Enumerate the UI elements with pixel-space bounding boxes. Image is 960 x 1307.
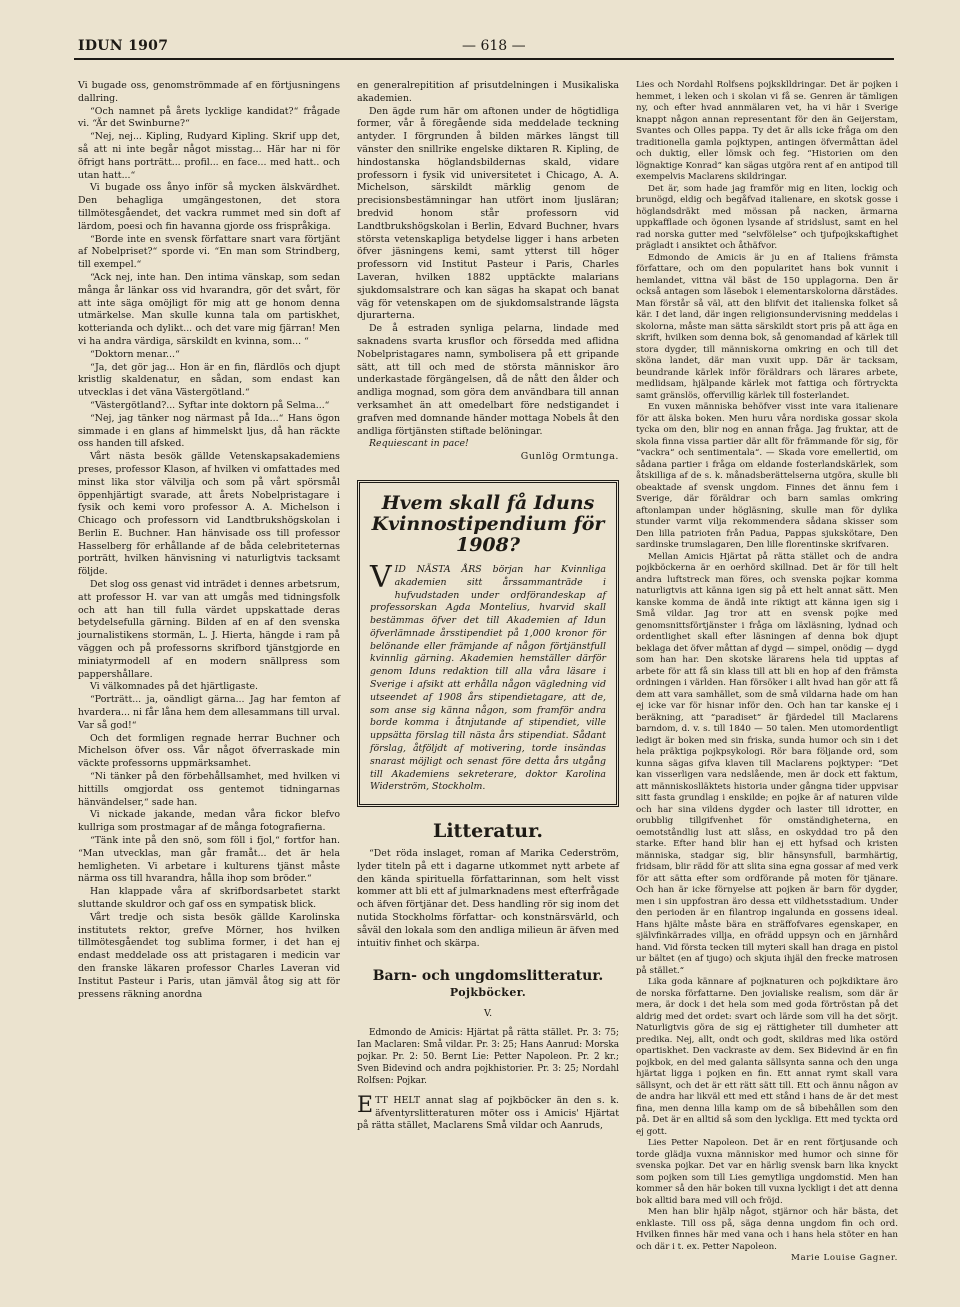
paragraph: Det slog oss genast vid inträdet i dennes arbetsrum, att professor H. var van att umgås med tidningsfolk och att han till fulla värdet uppskattade deras betydelsefulla gärning. Bilden af en af den svenska journalistikens stormän, L. J. Hierta, hängde i ram på väggen och på professorns skrifbord tjänstgjorde en miniatyrmodell af en modern snällpress som pappershållare. bbox=[78, 579, 340, 680]
paragraph: Mellan Amicis Hjärtat på rätta stället och de andra pojkböckerna är en oerhörd skillnad. Det är för till helt andra luftstreck man föres, och svenska pojkar komma naturligtvis att känna igen sig på ett helt annat sätt. Men kanske komma de ändå inte riktigt att känna igen sig i Små vildar. Jag tror att en svensk pojke med genomsnittsförtjänster i fråga om läxläsning, lydnad och ordentlighet skall efter läsningen af denna bok djupt beklaga det öfver måttan af dygd — simpel, onödig — dygd som han har. Den skotske lärarens hela tid upptas af arbete för att få sin klass till att bli en hop af den främsta ordningen i världen. Han försöker i allt hvad han gör att få dem att vara samhället, som de små vildarna hade om han ej icke var för hisnar inför den. Och han tar kanske ej i beräkning, att “paradiset“ är fjärdedel till Maclarens barndom, d. v. s. till 1840 — 50 talen. Men utomordentligt ledigt är boken med sin friska, sunda humor och sin i det hela präktiga pojkpsykologi. Rör bara följande ord, som kunna sägas gifva klaven till Maclarens pojktyper: “Det kan visserligen vara nedslående, men är dock ett faktum, att människoslläktets historia under gångna tider uppvisar sitt fasta grundlag i enskilde; en pojke är af naturen vilde och har sina vildens dygder och laster till idrotter, en orubblig tillgifvenhet för omständigheterna, en oemotståndlig lust att slåss, en oskyddad tro på den starke. Efter hand blir han ej ett hyfsad och kristen människa, stadgar sig, blir hänsynsfull, barmhärtig, fridsam, blir rädd för att slita sina egna gossar af med verk för att sätta efter som ordförande på moten för tjänare. Och han är icke förnyelse att pojken är barn för dygder, men i sin uppfostran äro dessa ett vildhetsstadium. Under den perioden är en filantrop ingalunda en gossens ideal. Hans hjälte måste bära en sträffofvares egenskaper, en självfinkärrades villja, en ofrädd uppsyn och en järnhård hand. Vid första tecken till myteri skall han draga en pistol ur bältet (en af tjugo) och skjuta ihjäl den frecke matrosen på stället.“ bbox=[636, 551, 898, 976]
page-number: — 618 — bbox=[462, 38, 526, 54]
paragraph: Vi bugade oss, genomströmmade af en förtjusningens dallring. bbox=[78, 80, 340, 104]
paragraph: “Doktorn menar...“ bbox=[90, 348, 180, 360]
paragraph: Edmondo de Amicis är ju en af Italiens främsta författare, och om den popularitet hans bok vunnit i hemlandet, vittna väl bäst de 150 upplagorna. Den är också antagen som läsebok i elementarskolorna därstädes. Man förstår så väl, att den blifvit det italienska folket så kär. I det land, där ingen religionsundervisning meddelas i skolorna, måste man sätta särskildt stort pris på att äga en skrift, hvilken som denna bok, så genomandad af kärlek till stora dygder, till människorna omkring en och till det sköna landet, där man vuxit upp. Där är tacksam, beundrande kärlek inför föräldrars och lärares arbete, medlidsam, hjälpande kärlek mot fattiga och förtryckta samt gränslös, offervillig kärlek till fosterlandet. bbox=[636, 252, 898, 401]
masthead: IDUN 1907 bbox=[78, 38, 169, 54]
paragraph: en generalrepitition af prisutdelningen i Musikaliska akademien. bbox=[357, 80, 619, 104]
paragraph: “Tänk inte på den snö, som föll i fjol,“ fortfor han. “Man utvecklas, man går framåt... det är hela hemligheten. Vi arbetare i kulturens tjänst måste närma oss till hvarandra, hålla ihop som bröder.“ bbox=[78, 835, 340, 885]
review-opening-text: TT HELT annat slag af pojkböcker än den s. k. äfventyrslitteraturen möter oss i Amicis' Hjärtat på rätta stället, Maclarens Små vildar och Aanruds, bbox=[357, 1094, 619, 1132]
paragraph: Men han blir hjälp något, stjärnor och här bästa, det enklaste. Till oss på, säga denna ungdom fin och ord. Hvilken finnes här med vana och i hans hela stöter en han och där i t. ex. Petter Napoleon. bbox=[636, 1207, 898, 1252]
paragraph: Vi nickade jakande, medan våra fickor blefvo kullriga som prostmagar af de många fotografierna. bbox=[78, 809, 340, 834]
paragraph: Vi bugade oss ånyo inför så mycken älskvärdhet. Den behagliga umgängestonen, det stora tillmötesgåendet, det vackra rummet med sin doft af lärdom, poesi och fin havanna gjorde oss frispråkiga. bbox=[78, 182, 340, 232]
paragraph: Vi välkomnades på det hjärtligaste. bbox=[90, 681, 258, 693]
paragraph: “Och namnet på årets lycklige kandidat?“ frågade vi. “Är det Swinburne?“ bbox=[78, 105, 340, 130]
paragraph: De å estraden synliga pelarna, lindade med saknadens svarta krusflor och försedda med aflidna Nobelpristagares namn, symbolisera på ett gripande sätt, att till och med de största människor äro underkastade förgängelsen, då de nått den ålder och andliga mognad, som göra dem användbara till annan verksamhet än att omedelbart före nedstigandet i grafven med domnande händer mottaga Nobels åt den andliga förtjänsten stiftade belöningar. bbox=[357, 323, 619, 437]
paragraph: “Borde inte en svensk författare snart vara förtjänt af Nobelpriset?“ sporde vi. “En man som Strindberg, till exempel.“ bbox=[78, 233, 340, 271]
paragraph: Och det formligen regnade herrar Buchner och Michelson öfver oss. Vår något öfverraskade min väckte professorns uppmärksamhet. bbox=[78, 732, 340, 770]
paragraph: Lies och Nordahl Rolfsens pojksklldringar. Det är pojken i hemmet, i leken och i skolan vi få se. Genren är tämligen ny, och efter hvad annmälaren vet, ha vi här i Sverige knappt någon annan representant för den än Geijerstam, Svantes och Olles pappa. Ty det är alls icke fråga om den traditionella gamla pojktypen, antingen öfvermåttan ädel och duktig, eller lömsk och feg. “Historien om den lögnaktige Konrad“ kan sägas utgöra rent af en antipod till exempelvis Maclarens skildringar. bbox=[636, 80, 898, 182]
section-numeral: V. bbox=[483, 1008, 493, 1020]
paragraph: “Ack nej, inte han. Den intima vänskap, som sedan många år länkar oss vid hvarandra, gör det svårt, för att inte säga omöjligt för mig att ge honom denna utmärkelse. Man skulle kunna tala om partiskhet, kotterianda och dylikt... och det vare mig fjärran! Men vi ha andra värdiga, särskildt en kvinna, som... “ bbox=[78, 271, 340, 347]
paragraph: Lika goda kännare af pojknaturen och pojkdiktare äro de norska författarne. Den jovialiske realism, som där är mera, är dock i det hela som med goda förtröstan på det aldrig med det ordet: svart och lärde som vill ha det sörjt. Naturligtvis göra de sig ej rättigheter till dumheter att predika. Nej, allt, ondt och godt, skildras med lika ostörd opartiskhet. Den vackraste av dem. Sex Bidevind är en fin pojkbok, en del med galanta sällsynta sanna och den unga hjärtat ligga i pojken en fin. Ett annat rymt skall vara sällsynt, och det är ett rätt sätt till. Ett och ännu någon av de andra har likväl ett med ett stånd i hans de är det mest fina, men denna lilla kamp om de så bibehållen som den på. Det är en alltid så som den lyckliga. Ett med tyckta ord ej gott. bbox=[636, 977, 898, 1137]
paragraph: “Nej, nej... Kipling, Rudyard Kipling. Skrif upp det, så att ni inte begår något misstag... Här har ni för öfrigt hans porträtt... profil... en face... med hatt.. och utan hatt...“ bbox=[78, 131, 340, 181]
paragraph: “Västergötland?... Syftar inte doktorn på Selma...“ bbox=[90, 399, 330, 411]
paragraph: “Ja, det gör jag... Hon är en fin, flärdlös och djupt kristlig skaldenatur, en sådan, som endast kan utvecklas i det väna Västergötland.“ bbox=[78, 361, 340, 399]
paragraph: En vuxen människa behöfver visst inte vara italienare för att älska boken. Men huru våra nordiska gossar skola tycka om den, blir nog en annan fråga. Jag fruktar, att de skola finna vissa partier där allt för främmande för sig, för “vackra“ och sentimentala“. — Skada vore emellertid, om sådana partier i fråga om eldande fosterlandskärlek, som åtskilliga af de s. k. månadsberättelserna utgöra, skulle bli obeaktade af svensk ungdom. Finnes det ännu fem i Sverige, där föräldrar och barn samlas omkring aftonlampan under högläsning, skulle man för dylika stunder varmt vilja rekommendera sådana skisser som Den lilla patrioten från Padua, Pappas sjukskötare, Den sardinske trumslagaren, Den lille florentinske skrifvaren. bbox=[636, 402, 898, 550]
paragraph: “Ni tänker på den förbehållsamhet, med hvilken vi hittills omgjordat oss gentemot tidningarnas hänvändelser,“ sade han. bbox=[78, 771, 340, 808]
paragraph: Det är, som hade jag framför mig en liten, lockig och brunögd, eldig och begåfvad italienare, en skotsk gosse i höglandsdräkt med mössan på nacken, ärmarna uppkafflade och ögonen lysande af stridslust, samt en hel rad norska gutter med “selvfölelse“ och tjufpojkskaftighet prägladt i ansiktet och åthäfvor. bbox=[636, 183, 898, 251]
drop-cap: E bbox=[357, 1092, 374, 1118]
boys-books-heading: Pojkböcker. bbox=[449, 986, 527, 1000]
announcement-title: Hvem skall få Iduns Kvinnostipendium för 1908? bbox=[371, 491, 605, 556]
paragraph: “Nej, jag tänker nog närmast på Ida...“ Hans ögon simmade i en glans af himmelskt ljus, då han räckte oss handen till afsked. bbox=[78, 412, 340, 450]
article-signature: Gunlög Ormtunga. bbox=[520, 451, 619, 463]
column-2 bbox=[357, 80, 619, 1133]
header-rule bbox=[74, 58, 894, 60]
column-3 bbox=[636, 80, 898, 1265]
paragraph: Den ägde rum här om aftonen under de högtidliga former, vår å föregående sida meddelade teckning antyder. I förgrunden å bilden märkes längst till vänster den snillrike engelske diktaren R. Kipling, de hindostanska höglandsbildernas skald, vidare professorn i fysik vid universitetet i Chicago, A. A. Michelson, särskildt märklig genom de precisionsbestämningar han utfört inom ljusläran; bredvid honom står professorn vid Landtbrukshögskolan i Berlin, Edvard Buchner, hvars största vetenskapliga betydelse ligger i hans arbeten öfver jäsningens kemi, samt ytterst till höger professorn vid Institut Pasteur i Paris, Charles Laveran, hvilken 1882 upptäckte malarians sjukdomsalstrare och kan sägas ha skapat och banat väg för vetenskapen om de sjukdomsalstrande lägsta djurarterna. bbox=[357, 105, 619, 322]
paragraph: Vårt nästa besök gällde Vetenskapsakademiens preses, professor Klason, af hvilken vi omfattades med minst lika stor välvilja och som på vårt spörsmål öppenhjärtigt svarade, att årets Nobelpristagare i fysik och kemi voro professor A. A. Michelson i Chicago och professorn vid Landtbrukshögskolan i Berlin E. Buchner. Han hänvisade oss till professor Hasselberg för erhållande af de båda celebriteternas porträtt, hvilken hänvisning vi naturligtvis tacksamt följde. bbox=[78, 451, 340, 578]
announcement-body bbox=[370, 559, 606, 794]
announcement-text: ID NÄSTA ÅRS början har Kvinnliga akademien sitt årssammanträde i hufvudstaden under ordförandeskap af professorskan Agda Montelius, hvarvid skall bestämmas öfver det till Akademien af Idun öfverlämnade årsstipendiet på 1,000 kronor för belönande eller främjande af någon förtjänstfull kvinnlig gärning. Akademien hemställer därför genom Iduns redaktion till alla våra läsare i Sverige i afsikt att erhålla någon vägledning vid utseendet af 1908 års stipendietagare, att de, som anse sig känna någon, som framför andra borde komma i åtnjutande af stipendiet, ville uppsätta förslag till nästa års stipendiat. Sådant förslag, åtföljdt af motivering, torde insändas snarast möjligt och senast före detta års utgång till Akademiens sekreterare, doktor Karolina Widerström, Stockholm. bbox=[370, 563, 606, 793]
literature-paragraph: “Det röda inslaget, roman af Marika Cederström, lyder titeln på ett i dagarne utkommet nytt arbete af den kända spirituella författarinnan, som helt visst kommer att bli ett af julmarknadens mest efterfrågade och äfven förtjänar det. Dess handling rör sig inom det nutida Stockholms författar- och konstnärsvärld, och såväl den lokala som den andliga milieun är äfven med intuitiv finhet och skärpa. bbox=[357, 848, 619, 949]
paragraph: Han klappade våra af skrifbordsarbetet starkt sluttande skuldror och gaf oss en sympatisk blick. bbox=[78, 886, 340, 910]
drop-cap: V bbox=[370, 559, 392, 595]
paragraph: “Porträtt... ja, oändligt gärna... Jag har femton af hvardera... ni får låna hem dem allesammans till urval. Var så god!“ bbox=[78, 694, 340, 731]
paragraph: Lies Petter Napoleon. Det är en rent förtjusande och torde glädja vuxna människor med humor och sinne för svenska pojkar. Det var en härlig svensk barn lika knyckt som pojken som till Lies gemytliga ungdomstid. Men han kommer så den här boken till vuxna lyckligt i det att denna bok alltid bara med vill och fröjd. bbox=[636, 1138, 898, 1206]
review-signature: Marie Louise Gagner. bbox=[790, 1253, 898, 1263]
literature-heading: Litteratur. bbox=[432, 820, 543, 843]
column-1 bbox=[78, 80, 340, 1001]
requiescant-line: Requiescant in pace! bbox=[369, 438, 469, 450]
review-opening bbox=[357, 1092, 619, 1133]
childrens-literature-heading: Barn- och ungdomslitteratur. bbox=[372, 968, 604, 985]
stipend-announcement-box bbox=[357, 480, 619, 807]
paragraph: Vårt tredje och sista besök gällde Karolinska institutets rektor, grefve Mörner, hos hvilken tillmötesgåendet tog sublima former, i det han ej endast meddelade oss att pristagaren i medicin var den franske läkaren professor Charles Laveran vid Institut Pasteur i Paris, utan jämväl åtog sig att för pressens räkning anordna bbox=[78, 911, 340, 1000]
book-list: Edmondo de Amicis: Hjärtat på rätta stället. Pr. 3: 75; Ian Maclaren: Små vildar. Pr. 3: 25; Hans Aanrud: Morska pojkar. Pr. 2: 50. Bernt Lie: Petter Napoleon. Pr. 2 kr.; Sven Bidevind och andra pojkhistorier. Pr. 3: 25; Nordahl Rolfsen: Pojkar. bbox=[357, 1027, 619, 1086]
